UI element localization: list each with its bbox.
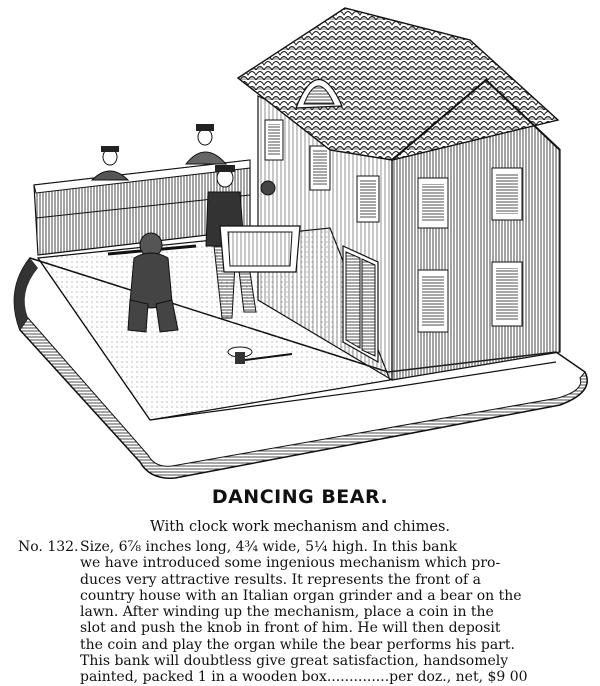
description-line: lawn. After winding up the mechanism, place a coin in the: [80, 604, 494, 621]
spectator-right: [186, 124, 226, 164]
price-line: painted, packed 1 in a wooden box..............per doz., net, $9 00: [80, 669, 528, 686]
spectator-left: [92, 146, 128, 180]
product-description: [18, 539, 578, 686]
description-line: This bank will doubtless give great satisfaction, handsomely: [80, 653, 509, 670]
description-line: No. 132.Size, 6⅞ inches long, 4¾ wide, 5¼ high. In this bank: [18, 539, 458, 555]
product-title: DANCING BEAR.: [211, 486, 389, 508]
description-line: slot and push the knob in front of him. He will then deposit: [80, 620, 501, 637]
item-number: No. 132.: [18, 539, 79, 555]
product-subtitle: With clock work mechanism and chimes.: [149, 519, 451, 535]
description-line: country house with an Italian organ grinder and a bear on the: [80, 587, 522, 604]
description-line: duces very attractive results. It represents the front of a: [80, 571, 482, 588]
description-line: we have introduced some ingenious mechanism which pro-: [80, 555, 501, 572]
description-line: the coin and play the organ while the bear performs his part.: [80, 636, 515, 653]
